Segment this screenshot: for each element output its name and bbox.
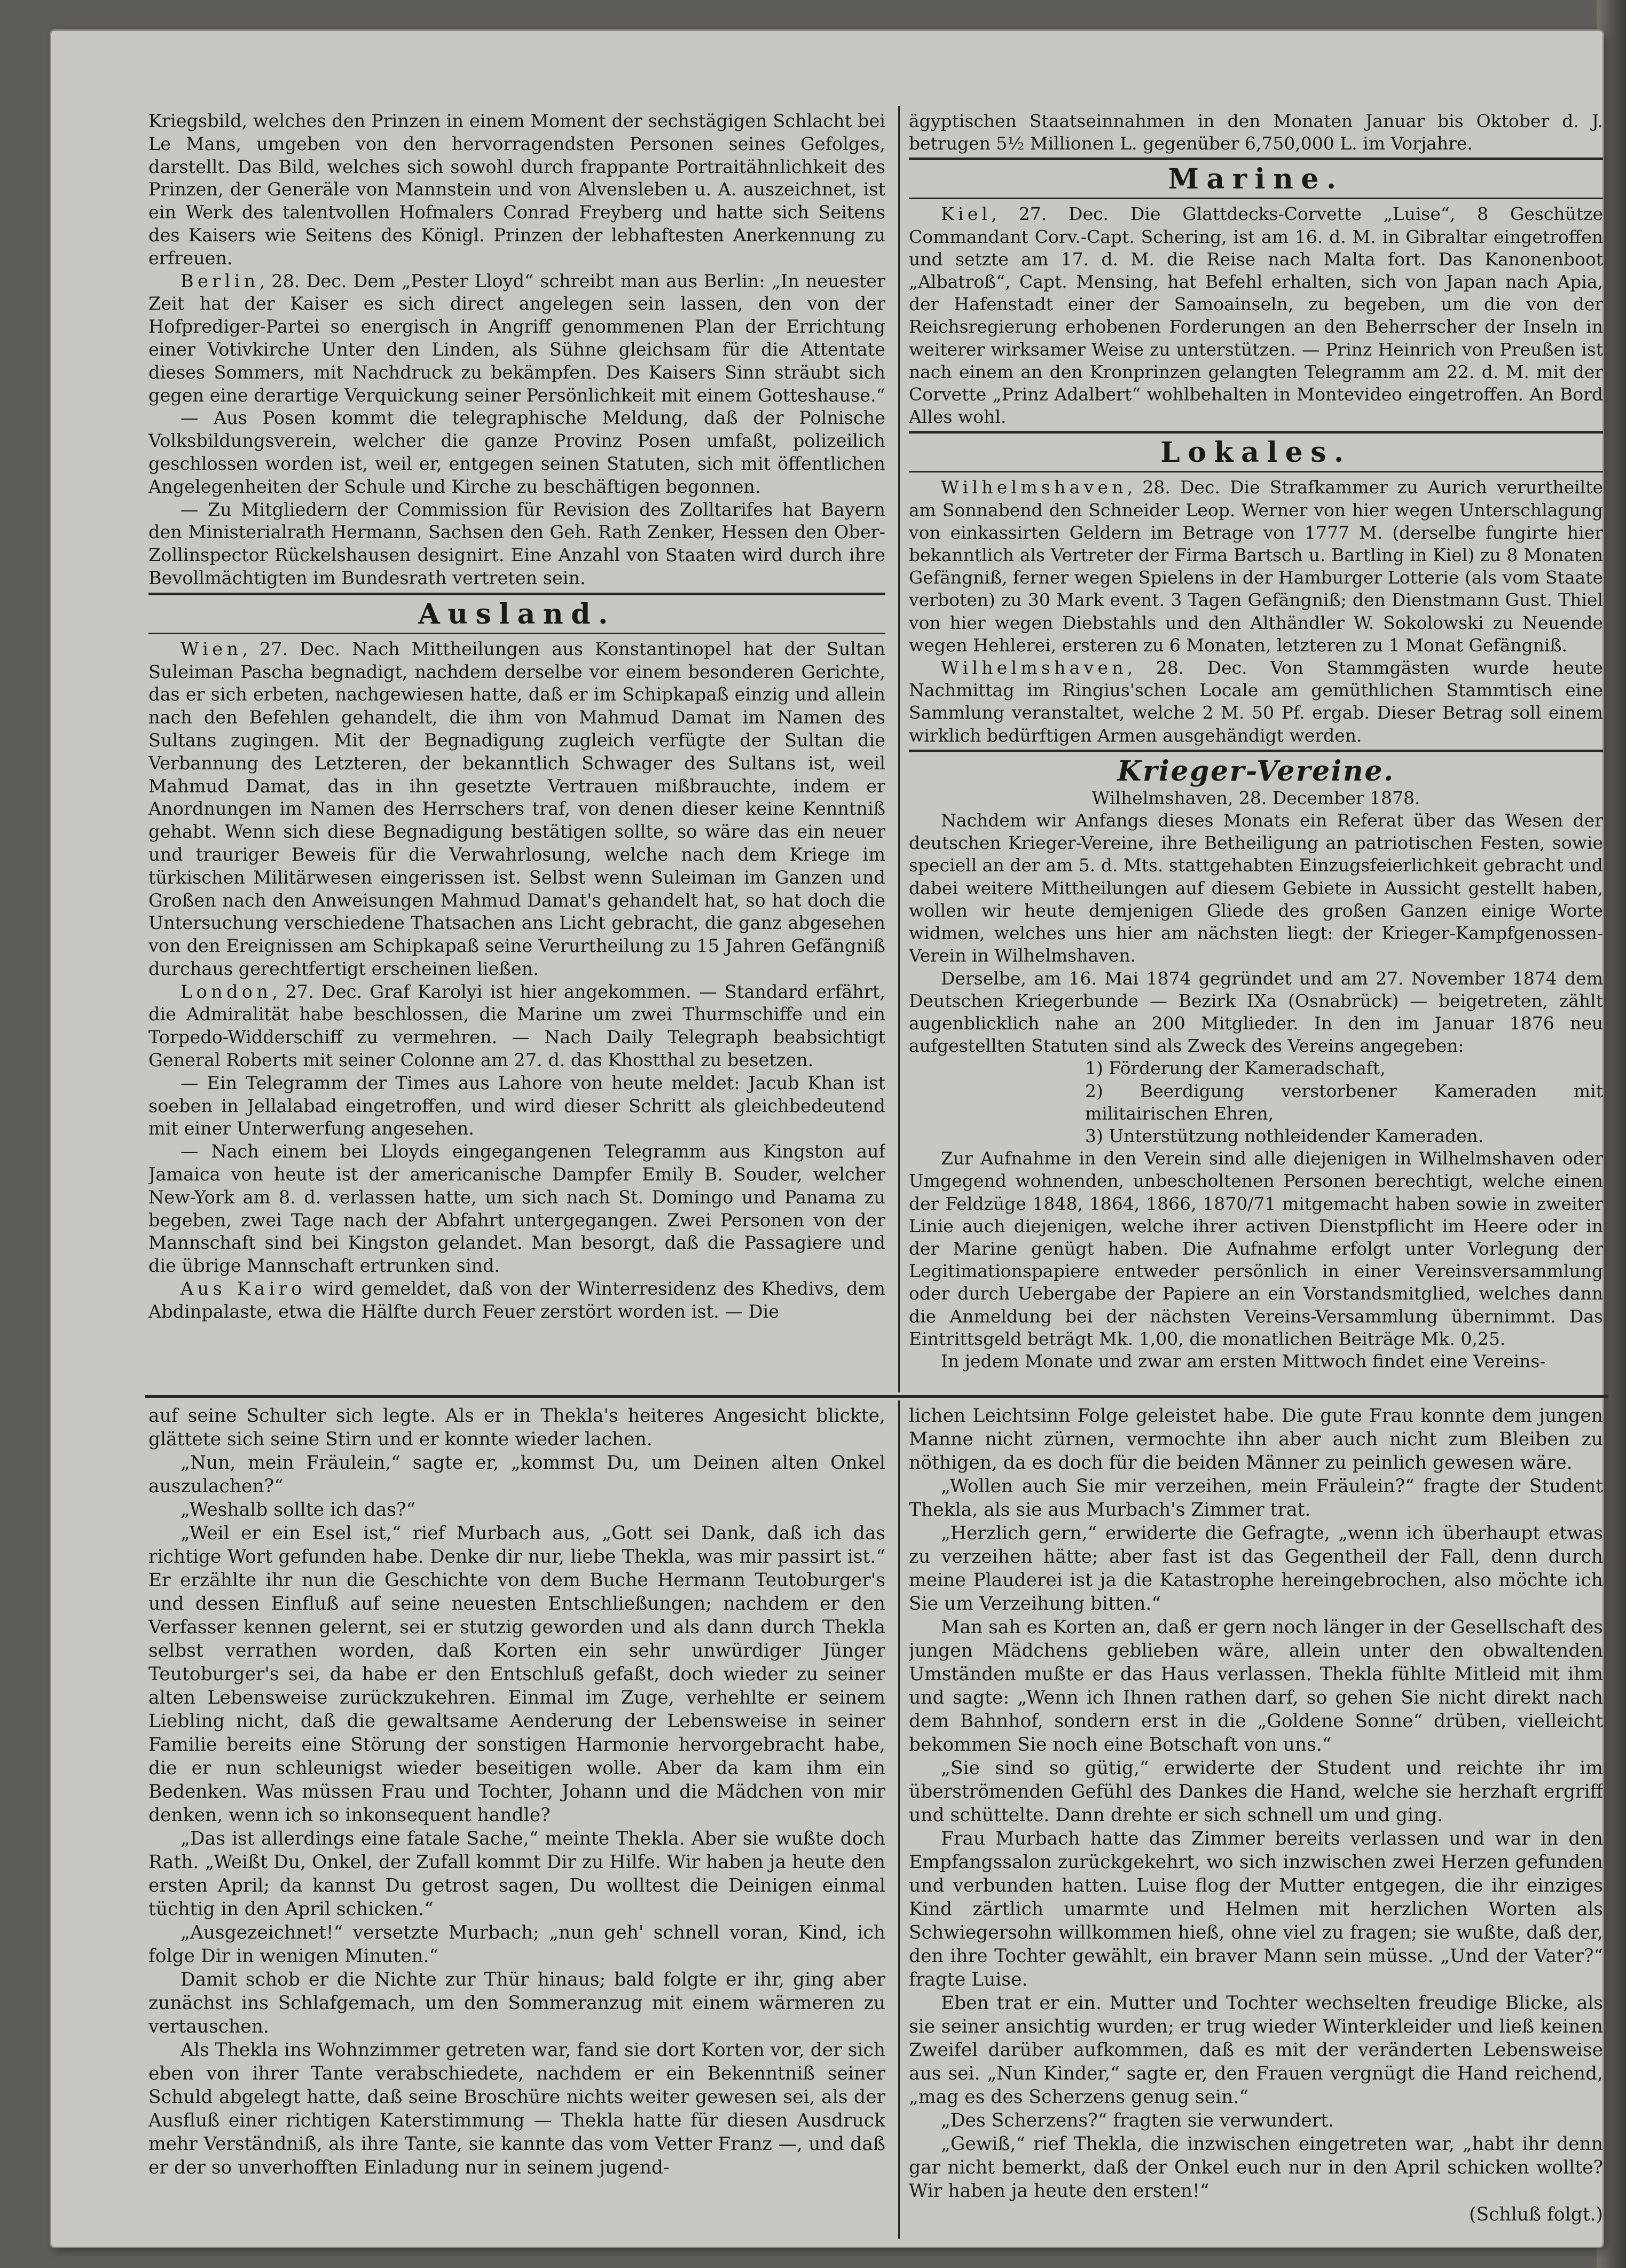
feuilleton-divider bbox=[145, 1395, 1608, 1398]
prince-painting-article: Kriegsbild, welches den Prinzen in einem Moment der sechstägigen Schlacht bei Le Mans, umgeben von den hervorragendsten Personen seines Gefolges, darstellt. Das Bild, welches sich sowohl durch frappante Portraitähnlichkeit des Prinzen, der Generäle von Mannstein und von Alvensleben u. A. auszeichnet, ist ein Werk des talentvollen Hofmalers Conrad Freyberg und hatte sich Seitens des Kaisers wie Seitens des Königl. Prinzen der lebhaftesten Anerkennung zu erfreuen. bbox=[148, 111, 885, 269]
marine-heading: Marine. bbox=[1168, 163, 1344, 196]
story-paragraph: „Herzlich gern,“ erwiderte die Gefragte, „wenn ich überhaupt etwas zu verzeihen hätte; aber fast ist das Gegentheil der Fall, denn durch meine Plauderei ist ja die Katastrophe hereingebrochen, also möchte ich Sie um Verzeihung bitten.“ bbox=[909, 1523, 1603, 1615]
krieger-founding: Derselbe, am 16. Mai 1874 gegründet und am 27. November 1874 dem Deutschen Kriegerbunde — Bezirk IXa (Osnabrück) — beigetreten, zählt augenblicklich nahe an 200 Mitglieder. In den im Januar 1876 neu aufgestellten Statuten sind als Zweck des Vereins angegeben: bbox=[909, 967, 1603, 1057]
wien-article: Wien, 27. Dec. Nach Mittheilungen aus Konstantinopel hat der Sultan Suleiman Pascha begnadigt, nachdem derselbe vor einem besonderen Gerichte, das er sich erbeten, nachgewiesen hatte, daß er im Schipkapaß einzig und allein nach den Befehlen gehandelt, die ihm von Mahmud Damat im Namen des Sultans zugingen. Mit der Begnadigung zugleich verfügte der Sultan die Verbannung des Letzteren, der bekanntlich Schwager des Sultans ist, weil Mahmud Damat, das in ihn gesetzte Vertrauen mißbrauchte, indem er Anordnungen im Namen des Herrschers traf, von denen dieser keine Kenntniß gehabt. Wenn sich diese Begnadigung bestätigen sollte, so wäre das ein neuer und trauriger Beweis für die Verwahrlosung, welche nach dem Kriege im türkischen Militärwesen eingerissen ist. Selbst wenn Suleiman im Ganzen und Großen nach den Anweisungen Mahmud Damat's gehandelt hat, so hat doch die Untersuchung verschiedene Thatsachen ans Licht gebracht, die ganz abgesehen von den Ereignissen am Schipkapaß seine Verurtheilung zu 15 Jahren Gefängniß durchaus gerechtfertigt erscheinen ließen. bbox=[148, 638, 885, 979]
krieger-membership: Zur Aufnahme in den Verein sind alle diejenigen in Wilhelmshaven oder Umgegend wohnenden, unbescholtenen Personen berechtigt, welche einen der Feldzüge 1848, 1864, 1866, 1870/71 mitgemacht haben sowie in zweiter Linie auch diejenigen, welche ihrer activen Dienstpflicht im Heere oder in der Marine genügt haben. Die Aufnahme erfolgt unter Vorlegung der Legitimationspapiere entweder persönlich in einer Vereinsversammlung oder durch Uebergabe der Papiere an ein Vorstandsmitglied, welches dann die Anmeldung bei der nächsten Vereins-Versammlung übernimmt. Das Eintrittsgeld beträgt Mk. 1,00, die monatlichen Beiträge Mk. 0,25. bbox=[909, 1148, 1603, 1349]
story-paragraph: „Ausgezeichnet!“ versetzte Murbach; „nun geh' schnell voran, Kind, ich folge Dir in wenigen Minuten.“ bbox=[148, 1922, 885, 1967]
story-paragraph: „Des Scherzens?“ fragten sie verwundert. bbox=[941, 2110, 1334, 2131]
times-article: — Ein Telegramm der Times aus Lahore von heute meldet: Jacub Khan ist soeben in Jellalabad eingetroffen, und wird dieser Schritt als gleichbedeutend mit einer Unterwerfung angesehen. bbox=[148, 1072, 885, 1139]
story-paragraph: lichen Leichtsinn Folge geleistet habe. Die gute Frau konnte dem jungen Manne nicht zürnen, vermochte ihn aber auch nicht zum Bleiben zu nöthigen, da es doch für die beiden Männer zu peinlich gewesen wäre. bbox=[909, 1405, 1603, 1474]
krieger-purpose-3: 3) Unterstützung nothleidender Kameraden. bbox=[1085, 1125, 1484, 1146]
section-rule bbox=[909, 750, 1603, 752]
lloyds-article: — Nach einem bei Lloyds eingegangenen Telegramm aus Kingston auf Jamaica von heute ist der americanische Dampfer Emily B. Souder, welcher New-York am 8. d. verlassen hatte, um sich nach St. Domingo und Panama zu begeben, zwei Tage nach der Abfahrt untergegangen. Zwei Personen von der Mannschaft sind bei Kingston gelandet. Man besorgt, daß die Passagiere und die übrige Mannschaft ertrunken sind. bbox=[148, 1141, 885, 1277]
egypt-revenue-article: ägyptischen Staatseinnahmen in den Monaten Januar bis Oktober d. J. betrugen 5½ Millionen L. gegenüber 6,750,000 L. im Vorjahre. bbox=[909, 111, 1603, 154]
kiel-article: Kiel, 27. Dec. Die Glattdecks-Corvette „Luise“, 8 Geschütze Commandant Corv.-Capt. Schering, ist am 16. d. M. in Gibraltar eingetroffen und setzte am 17. d. M. die Reise nach Malta fort. Das Kanonenboot „Albatroß“, Capt. Mensing, hat Befehl erhalten, sich von Japan nach Apia, der Hafenstadt einer der Samoainseln, zu begeben, um die von der Reichsregierung erhobenen Forderungen an den Beherrscher der Inseln in weiterer wirksamer Weise zu unterstützen. — Prinz Heinrich von Preußen ist nach einem an den Kronprinzen gelangten Telegramm am 22. d. M. mit der Corvette „Prinz Adalbert“ wohlbehalten in Montevideo eingetroffen. An Bord Alles wohl. bbox=[909, 203, 1603, 428]
story-paragraph: „Nun, mein Fräulein,“ sagte er, „kommst Du, um Deinen alten Onkel auszulachen?“ bbox=[148, 1452, 885, 1497]
london-article: London, 27. Dec. Graf Karolyi ist hier angekommen. — Standard erfährt, die Admiralität habe beschlossen, die Marine um zwei Thurmschiffe und ein Torpedo-Widderschiff zu vermehren. — Nach Daily Telegraph beabsichtigt General Roberts mit seiner Colonne am 27. d. das Khostthal zu besetzen. bbox=[148, 981, 885, 1071]
story-paragraph: auf seine Schulter sich legte. Als er in Thekla's heiteres Angesicht blickte, glättete sich seine Stirn und er konnte wieder lachen. bbox=[148, 1405, 885, 1450]
strafkammer-article: Wilhelmshaven, 28. Dec. Die Strafkammer zu Aurich verurtheilte am Sonnabend den Schneider Leop. Werner von hier wegen Unterschlagung von einkassirten Geldern im Betrage von 1777 M. (derselbe fungirte hier bekanntlich als Vertreter der Firma Bartsch u. Bartling in Kiel) zu 8 Monaten Gefängniß, ferner wegen Spielens in der Hamburger Lotterie (als vom Staate verboten) zu 30 Mark event. 3 Tagen Gefängniß; den Dienstmann Gust. Thiel von hier wegen Diebstahls und den Althändler W. Sokolowski zu Neuende wegen Hehlerei, ersteren zu 6 Monaten, letzteren zu 1 Monat Gefängniß. bbox=[909, 477, 1603, 656]
kairo-article: Aus Kairo wird gemeldet, daß von der Winterresidenz des Khedivs, dem Abdinpalaste, etwa die Hälfte durch Feuer zerstört worden ist. — Die bbox=[148, 1278, 885, 1322]
krieger-intro: Nachdem wir Anfangs dieses Monats ein Referat über das Wesen der deutschen Krieger-Vereine, ihre Betheiligung an patriotischen Festen, sowie speciell an der am 5. d. Mts. stattgehabten Einzugsfeierlichkeit gebracht und dabei weitere Mittheilungen auf diesem Gebiete in Aussicht gestellt haben, wollen wir heute demjenigen Gliede des großen Ganzen einige Worte widmen, welches uns hier am nächsten liegt: der Krieger-Kampfgenossen-Verein in Wilhelmshaven. bbox=[909, 810, 1603, 966]
story-paragraph: Damit schob er die Nichte zur Thür hinaus; bald folgte er ihr, ging aber zunächst ins Schlafgemach, um den Sommeranzug mit einem wärmeren zu vertauschen. bbox=[148, 1969, 885, 2037]
zolltarif-article: — Zu Mitgliedern der Commission für Revision des Zolltarifes hat Bayern den Ministerialrath Hermann, Sachsen den Geh. Rath Zenker, Hessen den Ober-Zollinspector Rückelshausen designirt. Eine Anzahl von Staaten wird durch ihre Bevollmächtigten im Bundesrath vertreten sein. bbox=[148, 499, 885, 588]
krieger-purpose-1: 1) Förderung der Kameradschaft, bbox=[1085, 1058, 1386, 1079]
section-rule bbox=[148, 593, 885, 595]
krieger-purpose-2: 2) Beerdigung verstorbener Kameraden mit militairischen Ehren, bbox=[1085, 1080, 1603, 1124]
story-paragraph: „Das ist allerdings eine fatale Sache,“ meinte Thekla. Aber sie wußte doch Rath. „Weißt Du, Onkel, der Zufall kommt Dir zu Hilfe. Wir haben ja heute den ersten April; da kannst Du getrost sagen, Du wolltest die Deinigen einmal tüchtig in den April schicken.“ bbox=[148, 1828, 885, 1920]
story-paragraph: „Weshalb sollte ich das?“ bbox=[180, 1499, 416, 1521]
story-paragraph: „Sie sind so gütig,“ erwiderte der Student und reichte ihr im überströmenden Gefühl des Dankes die Hand, welche sie herzhaft ergriff und schüttelte. Dann drehte er sich schnell um und ging. bbox=[909, 1758, 1603, 1826]
story-paragraph: „Weil er ein Esel ist,“ rief Murbach aus, „Gott sei Dank, daß ich das richtige Wort gefunden habe. Denke dir nur, liebe Thekla, was mir passirt ist.“ Er erzählte ihr nun die Geschichte von dem Buche Hermann Teutoburger's und dessen Einfluß auf seine neuesten Entschließungen; nachdem er den Verfasser kennen gelernt, sei er stutzig geworden und als dann durch Thekla selbst verrathen worden, daß Korten ein sehr unwürdiger Jünger Teutoburger's sei, da habe er den Entschluß gefaßt, doch wieder zu seiner alten Lebensweise zurückzukehren. Einmal im Zuge, verhehlte er seinem Liebling nicht, daß die gewaltsame Aenderung der Lebensweise in seiner Familie bereits eine Störung der sonstigen Harmonie hervorgebracht habe, die er nun schleunigst wieder beseitigen wolle. Aber da kam ihm ein Bedenken. Was müssen Frau und Tochter, Johann und die Mädchen von mir denken, wenn ich so inkonsequent handle? bbox=[148, 1523, 885, 1826]
krieger-vereine-heading: Krieger-Vereine. bbox=[1117, 754, 1395, 788]
berlin-article: Berlin, 28. Dec. Dem „Pester Lloyd“ schreibt man aus Berlin: „In neuester Zeit hat der Kaiser es sich direct angelegen sein lassen, den von der Hofprediger-Partei so energisch in Angriff genommenen Plan der Errichtung einer Votivkirche Unter den Linden, als Sühne gleichsam für die Attentate dieses Sommers, mit Nachdruck zu bekämpfen. Des Kaisers Sinn sträubt sich gegen eine derartige Verquickung seiner Persönlichkeit mit einem Gotteshause.“ bbox=[148, 270, 885, 406]
lokales-heading: Lokales. bbox=[1160, 436, 1352, 469]
section-rule bbox=[909, 198, 1603, 199]
posen-article: — Aus Posen kommt die telegraphische Meldung, daß der Polnische Volksbildungsverein, welcher die ganze Provinz Posen umfaßt, polizeilich geschlossen worden ist, weil er, entgegen seinen Statuten, sich mit öffentlichen Angelegenheiten der Schule und Kirche zu beschäftigen begonnen. bbox=[148, 407, 885, 497]
story-paragraph: Als Thekla ins Wohnzimmer getreten war, fand sie dort Korten vor, der sich eben von ihrer Tante verabschiedete, nachdem er ein Bekenntniß seiner Schuld abgelegt hatte, daß seine Broschüre nichts weiter gewesen sei, als der Ausfluß einer richtigen Katerstimmung — Thekla hatte für diesen Ausdruck mehr Verständniß, als ihre Tante, sie kannte das vom Vetter Franz —, und daß er der so unverhofften Einladung nur in seinem jugend- bbox=[148, 2039, 885, 2178]
section-rule bbox=[909, 431, 1603, 434]
column-divider bbox=[898, 1400, 900, 2239]
column-divider bbox=[898, 106, 900, 1392]
section-rule bbox=[909, 471, 1603, 472]
story-paragraph: Frau Murbach hatte das Zimmer bereits verlassen und war in den Empfangssalon zurückgekehrt, wo sich inzwischen zwei Herzen gefunden und verbunden hatten. Luise flog der Mutter entgegen, die ihr einziges Kind zärtlich umarmte und Helmen mit herzlichen Worten als Schwiegersohn willkommen hieß, ohne viel zu fragen; sie wußte, daß der, den ihre Tochter gewählt, ein braver Mann sein müsse. „Und der Vater?“ fragte Luise. bbox=[909, 1828, 1603, 1990]
newspaper-page bbox=[51, 31, 1603, 2247]
story-paragraph: Eben trat er ein. Mutter und Tochter wechselten freudige Blicke, als sie seiner ansichtig wurden; er trug wieder Winterkleider und ließ keinen Zweifel darüber aufkommen, daß es mit der veränderten Lebensweise aus sei. „Nun Kinder,“ sagte er, den Frauen vergnügt die Hand reichend, „mag es des Scherzens genug sein.“ bbox=[909, 1993, 1603, 2108]
feuilleton-right-column bbox=[909, 1404, 1603, 2237]
section-rule bbox=[148, 633, 885, 634]
feuilleton-left-column bbox=[148, 1404, 885, 2237]
story-paragraph: Man sah es Korten an, daß er gern noch länger in der Gesellschaft des jungen Mädchens geblieben wäre, allein unter den obwaltenden Umständen mußte er das Haus verlassen. Thekla fühlte Mitleid mit ihm und sagte: „Wenn ich Ihnen rathen darf, so gehen Sie nicht direkt nach dem Bahnhof, sondern erst in die „Goldene Sonne“ drüben, vielleicht bekommen Sie noch eine Botschaft von uns.“ bbox=[909, 1617, 1603, 1755]
story-paragraph: „Gewiß,“ rief Thekla, die inzwischen eingetreten war, „habt ihr denn gar nicht bemerkt, daß der Onkel euch nur in den April schicken wollte? Wir haben ja heute den ersten!“ bbox=[909, 2133, 1603, 2202]
left-top-column bbox=[148, 110, 885, 1359]
continued-note: (Schluß folgt.) bbox=[1469, 2204, 1603, 2225]
right-top-column bbox=[909, 110, 1603, 1386]
krieger-dateline: Wilhelmshaven, 28. December 1878. bbox=[1091, 787, 1420, 808]
section-rule bbox=[909, 158, 1603, 160]
sammlung-article: Wilhelmshaven, 28. Dec. Von Stammgästen wurde heute Nachmittag im Ringius'schen Locale am gemüthlichen Stammtisch eine Sammlung veranstaltet, welche 2 M. 50 Pf. ergab. Dieser Betrag soll einem wirklich bedürftigen Armen ausgehändigt werden. bbox=[909, 657, 1603, 746]
story-paragraph: „Wollen auch Sie mir verzeihen, mein Fräulein?“ fragte der Student Thekla, als sie aus Murbach's Zimmer trat. bbox=[909, 1476, 1603, 1521]
krieger-monthly-meeting: In jedem Monate und zwar am ersten Mittwoch findet eine Vereins- bbox=[941, 1350, 1546, 1372]
ausland-heading: Ausland. bbox=[418, 597, 616, 631]
